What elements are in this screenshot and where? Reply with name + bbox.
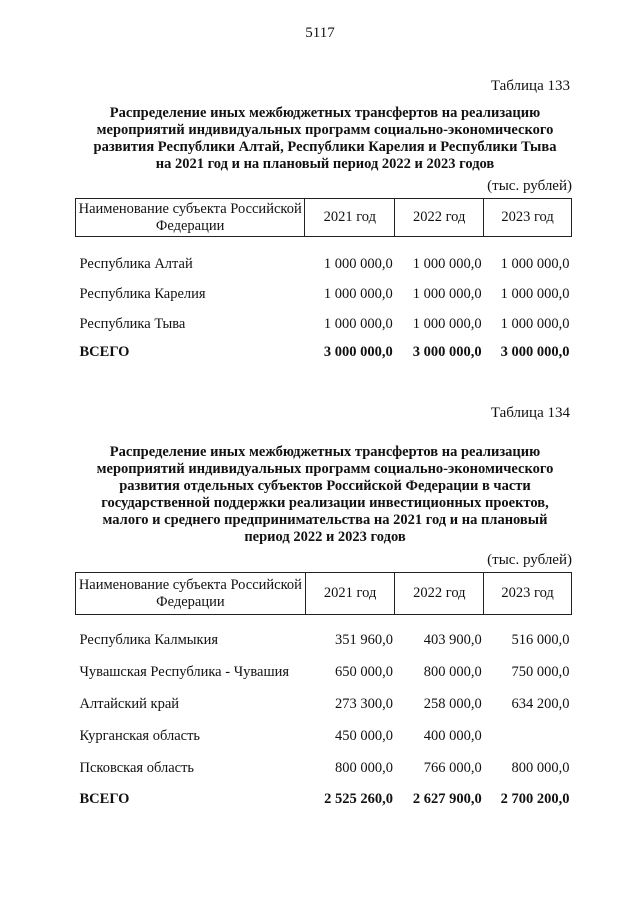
value-2022: 766 000,0 [423,760,482,776]
value-2022: 258 000,0 [423,696,482,712]
title-line: Распределение иных межбюджетных трансфертов на реализацию [109,444,541,460]
title-line: период 2022 и 2023 годов [244,529,406,545]
value-2023 [484,721,572,753]
region-name: Чувашская Республика - Чувашия [79,664,290,680]
table-row [76,657,572,689]
region-name: Псковская область [79,760,195,776]
total-2021: 2 525 260,0 [324,791,393,807]
table-row [76,689,572,721]
value-2023: 1 000 000,0 [500,286,570,302]
table-133-units: (тыс. рублей) [487,178,572,194]
table-134-title [75,444,575,546]
table-row [76,310,572,340]
total-label: ВСЕГО [79,344,130,360]
region-name: Республика Тыва [79,316,186,332]
table-row [76,753,572,785]
table-row [76,280,572,310]
header-2021: 2021 год [305,573,395,615]
value-2021: 1 000 000,0 [323,256,393,272]
region-name: Алтайский край [79,696,180,712]
title-line: развития Республики Алтай, Республики Карелия и Республики Тыва [93,139,557,155]
table-133-title [75,105,575,173]
value-2021: 800 000,0 [334,760,393,776]
value-2021: 650 000,0 [334,664,393,680]
value-2021: 1 000 000,0 [323,316,393,332]
table-row [76,250,572,280]
title-line: малого и среднего предпринимательства на 2021 год и на плановый [102,512,548,528]
total-2022: 3 000 000,0 [412,344,482,360]
value-2022: 400 000,0 [423,728,482,744]
value-2021: 351 960,0 [334,632,393,648]
table-row [76,625,572,657]
total-2022: 2 627 900,0 [412,791,482,807]
value-2023: 750 000,0 [511,664,570,680]
total-row [76,785,572,815]
header-2023: 2023 год [484,199,572,237]
title-line: развития отдельных субъектов Российской Федерации в части [119,478,531,494]
value-2021: 273 300,0 [334,696,393,712]
value-2021: 1 000 000,0 [323,286,393,302]
total-2023: 2 700 200,0 [500,791,570,807]
table-row [76,721,572,753]
value-2022: 800 000,0 [423,664,482,680]
table-134-units: (тыс. рублей) [487,552,572,568]
value-2021: 450 000,0 [334,728,393,744]
header-2022: 2022 год [395,199,484,237]
total-label: ВСЕГО [79,791,130,807]
table-134 [75,572,572,815]
page-number: 5117 [305,25,335,41]
table-133 [75,198,572,366]
total-2021: 3 000 000,0 [323,344,393,360]
region-name: Республика Калмыкия [79,632,218,648]
region-name: Курганская область [79,728,201,744]
value-2023: 1 000 000,0 [500,256,570,272]
header-2022: 2022 год [395,573,484,615]
value-2023: 800 000,0 [511,760,570,776]
value-2022: 403 900,0 [423,632,482,648]
total-2023: 3 000 000,0 [500,344,570,360]
region-name: Республика Карелия [79,286,206,302]
table-133-label: Таблица 133 [490,78,570,94]
value-2022: 1 000 000,0 [412,316,482,332]
title-line: мероприятий индивидуальных программ социально-экономического [96,461,554,477]
header-region: Наименование субъекта Российской Федерации [76,199,305,237]
total-row [76,340,572,366]
header-2023: 2023 год [484,573,572,615]
header-region: Наименование субъекта Российской Федерации [76,573,306,615]
title-line: Распределение иных межбюджетных трансфертов на реализацию [109,105,541,121]
title-line: государственной поддержки реализации инвестиционных проектов, [101,495,549,511]
region-name: Республика Алтай [79,256,193,272]
value-2022: 1 000 000,0 [412,286,482,302]
header-2021: 2021 год [305,199,395,237]
value-2023: 516 000,0 [511,632,570,648]
title-line: на 2021 год и на плановый период 2022 и 2023 годов [155,156,495,172]
value-2023: 634 200,0 [511,696,570,712]
value-2023: 1 000 000,0 [500,316,570,332]
table-134-label: Таблица 134 [490,405,570,421]
value-2022: 1 000 000,0 [412,256,482,272]
title-line: мероприятий индивидуальных программ социально-экономического [96,122,554,138]
